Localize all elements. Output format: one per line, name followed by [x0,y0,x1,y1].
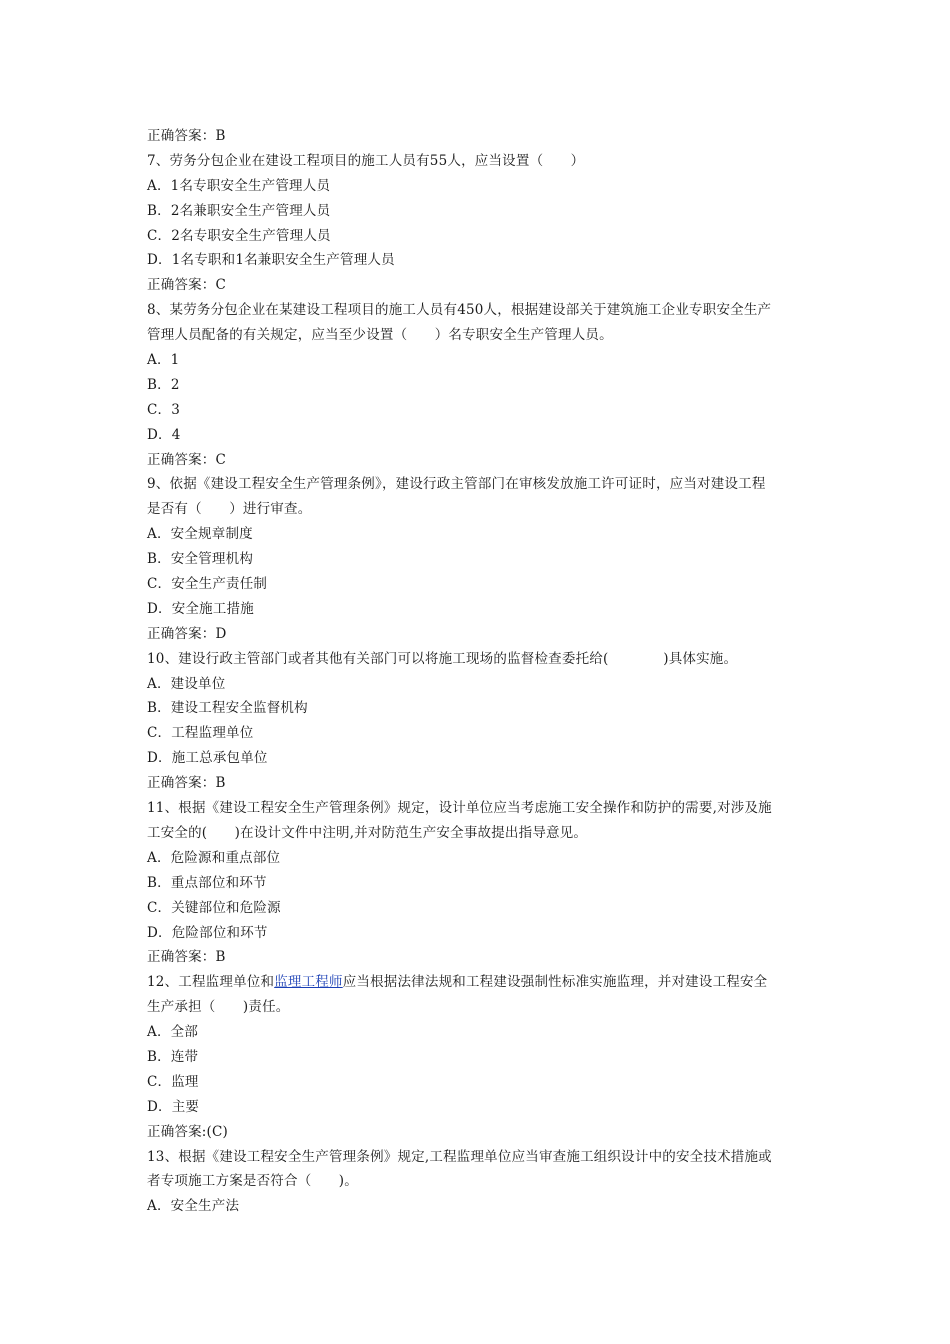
option-a: A．建设单位 [147,675,226,692]
option-d: D．危险部位和环节 [147,924,268,941]
option-d: D．安全施工措施 [147,600,254,617]
option-b: B．2名兼职安全生产管理人员 [147,202,331,219]
option-c: C．安全生产责任制 [147,576,268,593]
document-page [147,124,807,1219]
question-12-suffix: 应当根据法律法规和工程建设强制性标准实施监理，并对建设工程安全 [342,974,768,991]
question-8: 8、某劳务分包企业在某建设工程项目的施工人员有450人，根据建设部关于建筑施工企业专职安全生产 [147,302,772,319]
question-11-cont: 工安全的( )在设计文件中注明,并对防范生产安全事故提出指导意见。 [147,824,588,841]
option-c: C．2名专职安全生产管理人员 [147,227,331,244]
question-12-prefix: 12、工程监理单位和 [147,974,275,991]
answer-line: 正确答案：B [147,775,226,792]
option-b: B．连带 [147,1048,199,1065]
option-a: A．全部 [147,1024,199,1041]
question-9: 9、依据《建设工程安全生产管理条例》，建设行政主管部门在审核发放施工许可证时，应当对建设工程 [147,476,766,493]
question-13: 13、根据《建设工程安全生产管理条例》规定,工程监理单位应当审查施工组织设计中的安全技术措施或 [147,1148,772,1165]
supervising-engineer-link[interactable]: 监理工程师 [274,974,343,991]
answer-line: 正确答案：D [147,625,227,642]
option-b: B．重点部位和环节 [147,874,267,891]
question-12 [147,970,807,995]
option-d: D．主要 [147,1098,200,1115]
answer-line: 正确答案:(C) [147,1123,229,1140]
option-c: C．关键部位和危险源 [147,899,281,916]
option-b: B．安全管理机构 [147,551,254,568]
option-a: A．1 [147,352,180,369]
answer-line: 正确答案：B [147,128,226,144]
option-a: A．安全规章制度 [147,526,253,543]
question-13-cont: 者专项施工方案是否符合（ )。 [147,1173,358,1190]
question-8-cont: 管理人员配备的有关规定，应当至少设置（ ）名专职安全生产管理人员。 [147,327,613,344]
question-12-cont: 生产承担（ )责任。 [147,999,290,1016]
question-9-cont: 是否有（ ）进行审查。 [147,501,312,518]
option-c: C．监理 [147,1073,199,1090]
answer-line: 正确答案：C [147,451,227,468]
option-a: A．安全生产法 [147,1198,240,1215]
option-d: D．1名专职和1名兼职安全生产管理人员 [147,252,395,269]
option-b: B．2 [147,376,180,393]
question-11: 11、根据《建设工程安全生产管理条例》规定，设计单位应当考虑施工安全操作和防护的需要,对涉及施 [147,800,772,817]
option-b: B．建设工程安全监督机构 [147,700,308,717]
answer-line: 正确答案：B [147,949,226,966]
option-d: D．4 [147,426,181,443]
question-7: 7、劳务分包企业在建设工程项目的施工人员有55人，应当设置（ ） [147,152,585,169]
option-c: C．工程监理单位 [147,725,254,742]
answer-line: 正确答案：C [147,277,227,294]
question-10: 10、建设行政主管部门或者其他有关部门可以将施工现场的监督检查委托给( )具体实施。 [147,650,738,667]
option-a: A．危险源和重点部位 [147,849,281,866]
option-d: D．施工总承包单位 [147,750,268,767]
option-a: A．1名专职安全生产管理人员 [147,177,331,194]
option-c: C．3 [147,401,181,418]
